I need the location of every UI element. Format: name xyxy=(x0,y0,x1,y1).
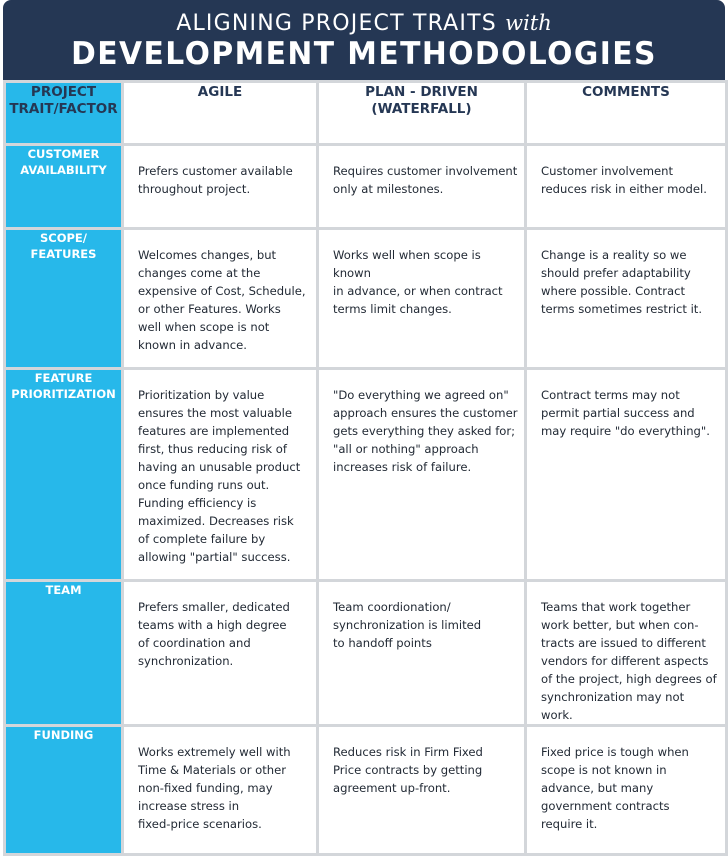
table-row xyxy=(5,145,727,229)
row-label-team: TEAM xyxy=(5,581,123,726)
table-row xyxy=(5,581,727,726)
cell-agile: Welcomes changes, but changes come at the expensive of Cost, Schedule, or other Features. Works well when scope is not known in advance. xyxy=(123,229,318,369)
table-row xyxy=(5,369,727,581)
title-line-1-main: ALIGNING PROJECT TRAITS xyxy=(176,11,497,36)
table-row xyxy=(5,229,727,369)
row-label-scope-features: SCOPE/ FEATURES xyxy=(5,229,123,369)
title-line-1 xyxy=(3,11,725,36)
cell-comments: Customer involvement reduces risk in either model. xyxy=(526,145,727,229)
cell-plan-driven: Requires customer involvement only at milestones. xyxy=(318,145,526,229)
cell-comments: Teams that work together work better, but when con- tracts are issued to different vendors for different aspects of the project, high degrees of synchronization may not work. xyxy=(526,581,727,726)
comparison-table xyxy=(3,80,728,856)
table-row xyxy=(5,726,727,855)
title-line-1-italic: with xyxy=(505,11,552,35)
cell-agile: Prioritization by value ensures the most valuable features are implemented first, thus reducing risk of having an unusable product once funding runs out. Funding efficiency is maximized. Decreases risk of complete failure by allowing "partial" success. xyxy=(123,369,318,581)
row-label-funding: FUNDING xyxy=(5,726,123,855)
cell-comments: Change is a reality so we should prefer adaptability where possible. Contract terms sometimes restrict it. xyxy=(526,229,727,369)
cell-plan-driven: "Do everything we agreed on" approach ensures the customer gets everything they asked for; "all or nothing" approach increases risk of failure. xyxy=(318,369,526,581)
cell-plan-driven: Team coordionation/ synchronization is limited to handoff points xyxy=(318,581,526,726)
header-row xyxy=(5,82,727,145)
cell-comments: Fixed price is tough when scope is not known in advance, but many government contracts require it. xyxy=(526,726,727,855)
header-comments: COMMENTS xyxy=(526,82,727,145)
header-agile: AGILE xyxy=(123,82,318,145)
cell-agile: Prefers customer available throughout project. xyxy=(123,145,318,229)
header-plan-driven: PLAN - DRIVEN (WATERFALL) xyxy=(318,82,526,145)
title-banner xyxy=(3,0,725,80)
row-label-feature-prioritization: FEATURE PRIORITIZATION xyxy=(5,369,123,581)
cell-plan-driven: Reduces risk in Firm Fixed Price contracts by getting agreement up-front. xyxy=(318,726,526,855)
cell-agile: Works extremely well with Time & Materials or other non-fixed funding, may increase stress in fixed-price scenarios. xyxy=(123,726,318,855)
cell-agile: Prefers smaller, dedicated teams with a high degree of coordination and synchronization. xyxy=(123,581,318,726)
title-line-2: DEVELOPMENT METHODOLOGIES xyxy=(71,36,657,72)
cell-plan-driven: Works well when scope is known in advance, or when contract terms limit changes. xyxy=(318,229,526,369)
header-trait: PROJECT TRAIT/FACTOR xyxy=(5,82,123,145)
row-label-customer-availability: CUSTOMER AVAILABILITY xyxy=(5,145,123,229)
cell-comments: Contract terms may not permit partial success and may require "do everything". xyxy=(526,369,727,581)
